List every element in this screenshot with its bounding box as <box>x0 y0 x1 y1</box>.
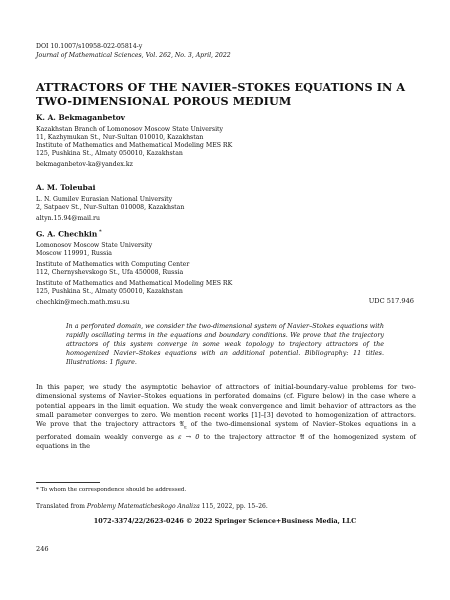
affiliation-line: 112, Chernyshevskogo St., Ufa 450008, Russia <box>36 269 184 277</box>
author-name: A. M. Toleubai <box>36 183 96 192</box>
homogenized-attractor-symbol: 𝔄̄ <box>299 432 305 441</box>
udc-code: UDC 517.946 <box>368 297 414 305</box>
corresponding-author-mark: * <box>97 229 102 235</box>
author-name: K. A. Bekmaganbetov <box>36 113 125 122</box>
author-block-3 <box>36 227 416 307</box>
body-paragraph: In this paper, we study the asymptotic behavior of attractors of initial-boundary-value problems for two-dimensional systems of Navier–Stokes equations in perforated domains (cf. Figure below) in the case where a potential appears in the limit equation. We study the weak convergence and limit behavior of attractors as the small parameter converges to zero. We mention recent works [1]–[3] devoted to homogenization of attractors. We prove that the trajectory attractors 𝔄$_\varepsilon$ of the two-dimensional system of Navier–Stokes equations in a perforated domain weakly converge as ε → 0 to the trajectory attractor 𝔄̄ of the homogenized system of equations in the <box>36 383 417 451</box>
attractor-symbol: 𝔄$_\varepsilon$ <box>179 420 187 431</box>
affiliation-line: Lomonosov Moscow State University <box>36 242 153 250</box>
source-journal: Problemy Matematicheskogo Analiza <box>86 503 200 510</box>
affiliation-line: Kazakhstan Branch of Lomonosov Moscow State University <box>36 126 224 133</box>
epsilon-limit: ε → 0 <box>178 432 200 441</box>
author-block-2 <box>36 183 416 223</box>
author-email: bekmaganbetov-ka@yandex.kz <box>36 161 133 168</box>
author-email: chechkin@mech.math.msu.su <box>36 299 130 307</box>
author-email: altyn.15.94@mail.ru <box>36 215 100 222</box>
copyright-line: 1072-3374/22/2623-0246 © 2022 Springer Science+Business Media, LLC <box>93 517 357 525</box>
paper-title: ATTRACTORS OF THE NAVIER–STOKES EQUATIONS IN A TWO-DIMENSIONAL POROUS MEDIUM <box>36 80 406 108</box>
translation-note: Translated from Problemy Matematicheskogo Analiza 115, 2022, pp. 15–26. <box>36 503 268 510</box>
doi-line: DOI 10.1007/s10958-022-05814-y <box>36 43 143 50</box>
footnote: * To whom the correspondence should be addressed. <box>36 487 187 493</box>
footnote-rule <box>36 482 100 483</box>
author-block-1 <box>36 113 416 169</box>
page-number: 246 <box>36 545 49 553</box>
affiliation-line: Institute of Mathematics and Mathematical Modeling MES RK <box>36 142 233 149</box>
affiliation-line: 2, Satpaev St., Nur-Sultan 010008, Kazakhstan <box>36 204 185 211</box>
affiliation-line: Moscow 119991, Russia <box>36 250 112 258</box>
abstract: In a perforated domain, we consider the two-dimensional system of Navier–Stokes equations with rapidly oscillating terms in the equations and boundary conditions. We prove that the trajectory attractors of this system converge in some weak topology to trajectory attractors of the homogenized Navier–Stokes equations with an additional potential. Bibliography: 11 titles. Illustrations: 1 figure. <box>66 322 384 366</box>
affiliation-line: L. N. Gumilev Eurasian National University <box>36 196 173 203</box>
author-name: G. A. Chechkin * <box>36 229 102 239</box>
affiliation-line: 125, Pushkina St., Almaty 050010, Kazakhstan <box>36 288 183 296</box>
affiliation-line: Institute of Mathematics and Mathematical Modeling MES RK <box>36 280 233 288</box>
affiliation-line: 125, Pushkina St., Almaty 050010, Kazakhstan <box>36 150 183 157</box>
journal-citation: Journal of Mathematical Sciences, Vol. 262, No. 3, April, 2022 <box>36 52 231 59</box>
affiliation-line: 11, Kazhymukan St., Nur-Sultan 010010, Kazakhstan <box>36 134 204 141</box>
affiliation-line: Institute of Mathematics with Computing Center <box>36 261 190 269</box>
